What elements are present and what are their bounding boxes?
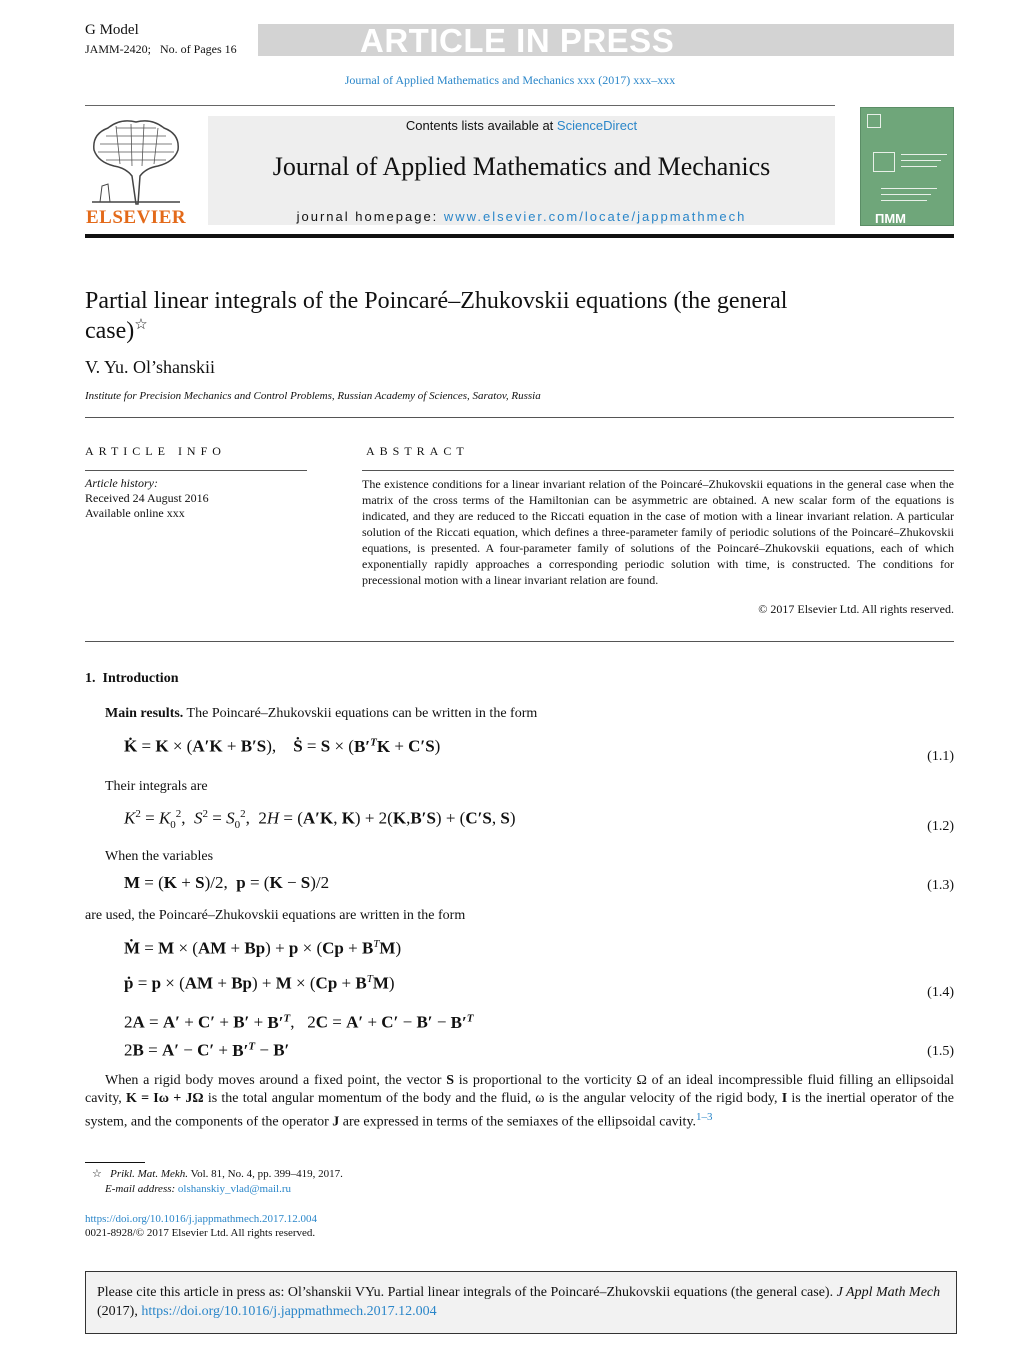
p5-part-c: is the total angular momentum of the body and the fluid, ω is the angular velocity of the rigid body, xyxy=(203,1091,782,1106)
equation-1-4a: Ṁ = $M \times (AM + Bp) + p \times (Cp + B^TM)$ xyxy=(124,938,402,958)
article-info-heading: ARTICLE INFO xyxy=(85,444,226,458)
footnote-rule xyxy=(85,1162,145,1163)
footnote-mark: ☆ xyxy=(92,1168,102,1180)
paragraph-rigid-body xyxy=(85,1072,954,1132)
abstract-text: The existence conditions for a linear invariant relation of the Poincaré–Zhukovskii equations in the general case when the matrix of the cross terms of the Hamiltonian can be asymmetric are obtained. A new scalar form of the equations is indicated, and they are reduced to the Riccati equation in the case of motion with a linear invariant relation. A particular solution of the Riccati equation, which defines a three-parameter family of periodic solutions of the Poincaré–Zhukovskii equations, is presented. A four-parameter family of solutions of the Poincaré–Zhukovskii equations, each of which exponentially rapidly approaches a corresponding periodic solution with time, is constructed. The conditions for precessional motion with a linear invariant relation are found. xyxy=(362,477,954,587)
equation-1-3: M = (K + S)/2, p = (K − S)/2 xyxy=(124,873,330,892)
main-results-text: The Poincaré–Zhukovskii equations can be written in the form xyxy=(183,706,538,721)
paragraph-used: are used, the Poincaré–Zhukovskii equations are written in the form xyxy=(85,908,466,923)
page-count: No. of Pages 16 xyxy=(160,42,237,56)
p5-part-b: is proportional to the vorticity Ω of an ideal incompressible fluid filling an ellipsoidal cavity, xyxy=(85,1073,954,1106)
homepage-prefix: journal homepage: xyxy=(296,209,444,224)
abstract-copyright: © 2017 Elsevier Ltd. All rights reserved. xyxy=(758,602,954,616)
p5-part-a: When a rigid body moves around a fixed point, the vector xyxy=(105,1073,447,1088)
paragraph-variables: When the variables xyxy=(105,849,214,864)
author-name: V. Yu. Ol’shanskii xyxy=(85,357,216,377)
article-history-label: Article history: xyxy=(85,476,158,490)
equation-1-5b: $2B = A' - C' + B'^T - B'$ xyxy=(124,1040,290,1060)
doi-link[interactable]: https://doi.org/10.1016/j.jappmathmech.2017.12.004 xyxy=(85,1213,318,1225)
footnote-email xyxy=(105,1182,291,1197)
article-code xyxy=(85,42,237,57)
title-footnote-mark[interactable]: ☆ xyxy=(134,317,148,333)
online-date: Available online xxx xyxy=(85,506,185,520)
elsevier-wordmark: ELSEVIER xyxy=(86,207,187,228)
abstract-divider xyxy=(85,641,954,642)
masthead-bottom-rule xyxy=(85,234,954,238)
equation-1-5a: $2A = A' + C' + B' + B'^T$, $2C = A' + C' - B' - B'^T$ xyxy=(124,1012,474,1032)
journal-cover-image xyxy=(860,107,954,226)
affiliation: Institute for Precision Mechanics and Control Problems, Russian Academy of Sciences, Saratov, Russia xyxy=(85,390,541,402)
p5-symbol-k: K = Iω + JΩ xyxy=(126,1091,204,1106)
citation-prefix: Please cite this article in press as: Ol’shanskii VYu. Partial linear integrals of the Poincaré–Zhukovskii equations (the general case). xyxy=(97,1285,837,1300)
footnote-source xyxy=(92,1167,343,1182)
citation-box xyxy=(85,1271,957,1334)
main-results-label: Main results. xyxy=(105,706,184,721)
email-link[interactable]: olshanskiy_vlad@mail.ru xyxy=(177,1183,292,1195)
journal-title: Journal of Applied Mathematics and Mechanics xyxy=(272,152,771,181)
p5-part-e: are expressed in terms of the semiaxes of the ellipsoidal cavity. xyxy=(339,1114,697,1130)
g-model-label: G Model xyxy=(85,22,139,38)
paragraph-integrals: Their integrals are xyxy=(105,779,208,794)
contents-prefix: Contents lists available at xyxy=(405,118,557,133)
p5-symbol-s: S xyxy=(446,1073,454,1088)
contents-line xyxy=(208,118,835,133)
section-title: Introduction xyxy=(102,671,179,686)
p5-symbol-j: J xyxy=(332,1114,340,1130)
masthead-top-rule xyxy=(85,105,835,106)
article-id: JAMM-2420; xyxy=(85,42,152,56)
article-title xyxy=(85,286,845,346)
equation-number-1-5: (1.5) xyxy=(927,1044,954,1059)
article-in-press-text: ARTICLE IN PRESS xyxy=(360,22,675,59)
paragraph-main-results xyxy=(105,705,537,723)
citation-journal: J Appl Math Mech xyxy=(836,1285,941,1300)
section-number: 1. xyxy=(85,671,96,686)
p5-symbol-i: I xyxy=(781,1091,788,1106)
homepage-line xyxy=(208,209,835,224)
equation-1-1: K̇ = K × (A′K + B′S), Ṡ = $S \times (B'^TK + C'S)$ xyxy=(124,736,441,756)
p5-part-d: is the inertial operator of the system, and the components of the operator xyxy=(85,1091,954,1130)
equation-number-1-1: (1.1) xyxy=(927,749,954,764)
equation-1-4b: ṗ = $p \times (AM + Bp) + M \times (Cp + B^TM)$ xyxy=(124,973,395,993)
homepage-link[interactable]: www.elsevier.com/locate/jappmathmech xyxy=(443,209,747,224)
equation-number-1-3: (1.3) xyxy=(927,878,954,893)
issn-line: 0021-8928/© 2017 Elsevier Ltd. All rights reserved. xyxy=(85,1227,316,1239)
reference-link[interactable]: 1–3 xyxy=(696,1111,713,1123)
section-heading xyxy=(85,670,178,688)
elsevier-tree-logo xyxy=(86,116,186,206)
title-divider xyxy=(85,417,954,418)
abstract-heading: ABSTRACT xyxy=(366,444,469,458)
abstract-rule xyxy=(362,470,954,471)
journal-reference[interactable]: Journal of Applied Mathematics and Mechanics xxx (2017) xxx–xxx xyxy=(344,73,676,87)
citation-year: (2017), xyxy=(97,1304,142,1319)
article-history xyxy=(85,476,209,521)
received-date: Received 24 August 2016 xyxy=(85,491,209,505)
equation-number-1-2: (1.2) xyxy=(927,819,954,834)
article-title-text: Partial linear integrals of the Poincaré–Zhukovskii equations (the general case) xyxy=(85,288,788,344)
sciencedirect-link[interactable]: ScienceDirect xyxy=(556,118,638,133)
cover-title: ПММ xyxy=(875,211,907,226)
equation-number-1-4: (1.4) xyxy=(927,985,954,1000)
source-journal: Prikl. Mat. Mekh. xyxy=(110,1168,189,1180)
citation-doi-link[interactable]: https://doi.org/10.1016/j.jappmathmech.2017.12.004 xyxy=(141,1304,437,1319)
equation-1-2: $K^2 = K_0^2$, $S^2 = S_0^2$, 2H = (A′K, K) + 2(K,B′S) + (C′S, S) xyxy=(124,808,516,832)
article-info-rule xyxy=(85,470,307,471)
email-label: E-mail address: xyxy=(105,1183,178,1195)
source-details: Vol. 81, No. 4, pp. 399–419, 2017. xyxy=(188,1168,343,1180)
